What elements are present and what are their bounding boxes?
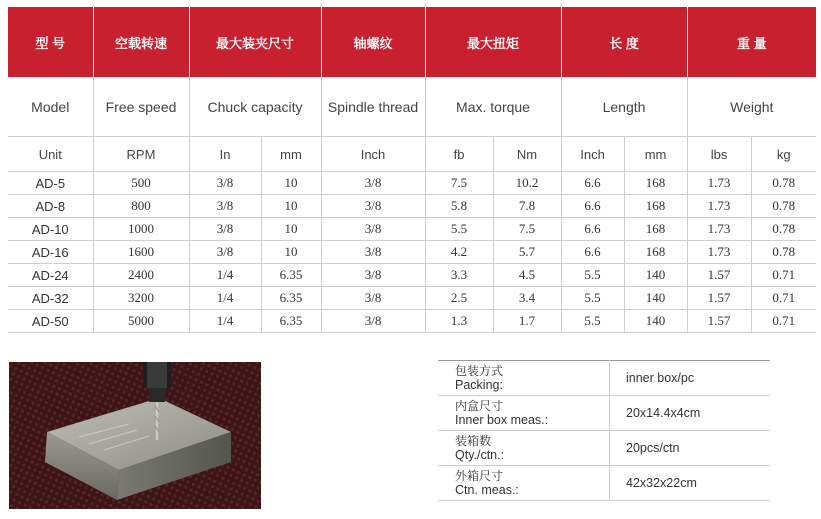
header-cn-model: 型 号 — [8, 7, 93, 77]
header-en-weight: Weight — [687, 77, 816, 137]
spec-cell: 1.57 — [687, 287, 751, 310]
packing-row — [438, 396, 770, 431]
table-row — [8, 195, 816, 218]
header-en-chuck: Chuck capacity — [189, 77, 321, 137]
model-cell: AD-24 — [8, 264, 93, 287]
spec-cell: 3.4 — [493, 287, 561, 310]
spec-cell: 5000 — [93, 310, 189, 333]
spec-cell: 3/8 — [321, 310, 425, 333]
table-row — [8, 264, 816, 287]
spec-cell: 3/8 — [321, 195, 425, 218]
spec-cell: 5.5 — [561, 310, 624, 333]
model-cell: AD-50 — [8, 310, 93, 333]
spec-cell: 0.78 — [751, 241, 816, 264]
spec-cell: 168 — [624, 218, 687, 241]
spec-cell: 1.7 — [493, 310, 561, 333]
spec-cell: 10 — [261, 218, 321, 241]
spec-table — [8, 7, 816, 333]
spec-cell: 7.8 — [493, 195, 561, 218]
packing-label-en: Packing: — [455, 378, 503, 392]
spec-cell: 4.5 — [493, 264, 561, 287]
spec-cell: 6.6 — [561, 195, 624, 218]
spec-cell: 3/8 — [321, 241, 425, 264]
packing-row — [438, 466, 770, 501]
spec-cell: 10 — [261, 172, 321, 195]
packing-value: 42x32x22cm — [610, 466, 771, 501]
unit-cell: Inch — [321, 137, 425, 172]
header-cn-chuck: 最大装夹尺寸 — [189, 7, 321, 77]
header-row-en — [8, 77, 816, 137]
spec-cell: 1.73 — [687, 172, 751, 195]
packing-label-cn: 包装方式 — [455, 364, 504, 378]
spec-cell: 1.57 — [687, 310, 751, 333]
spec-cell: 5.5 — [561, 264, 624, 287]
packing-value: 20pcs/ctn — [610, 431, 771, 466]
spec-cell: 3/8 — [189, 195, 261, 218]
spec-cell: 4.2 — [425, 241, 493, 264]
packing-label — [438, 361, 610, 396]
unit-cell: RPM — [93, 137, 189, 172]
spec-cell: 0.78 — [751, 218, 816, 241]
spec-cell: 3/8 — [321, 172, 425, 195]
spec-cell: 0.78 — [751, 195, 816, 218]
spec-cell: 1/4 — [189, 287, 261, 310]
spec-cell: 10 — [261, 195, 321, 218]
spec-cell: 1600 — [93, 241, 189, 264]
spec-cell: 6.35 — [261, 310, 321, 333]
packing-row — [438, 361, 770, 396]
table-row — [8, 310, 816, 333]
spec-cell: 168 — [624, 172, 687, 195]
spec-cell: 140 — [624, 264, 687, 287]
header-en-length: Length — [561, 77, 687, 137]
spec-cell: 0.71 — [751, 287, 816, 310]
table-row — [8, 218, 816, 241]
unit-cell: Inch — [561, 137, 624, 172]
packing-label — [438, 466, 610, 501]
spec-cell: 1/4 — [189, 264, 261, 287]
spec-cell: 1.73 — [687, 218, 751, 241]
spec-cell: 3200 — [93, 287, 189, 310]
spec-cell: 0.78 — [751, 172, 816, 195]
packing-label-cn: 装箱数 — [455, 434, 492, 448]
spec-cell: 10 — [261, 241, 321, 264]
header-cn-weight: 重 量 — [687, 7, 816, 77]
header-cn-thread: 轴螺纹 — [321, 7, 425, 77]
packing-table — [438, 360, 770, 501]
header-en-thread: Spindle thread — [321, 77, 425, 137]
spec-cell: 2.5 — [425, 287, 493, 310]
packing-label-en: Qty./ctn.: — [455, 448, 505, 462]
header-cn-speed: 空载转速 — [93, 7, 189, 77]
model-cell: AD-10 — [8, 218, 93, 241]
packing-label — [438, 431, 610, 466]
model-cell: AD-8 — [8, 195, 93, 218]
unit-cell: mm — [624, 137, 687, 172]
packing-label-cn: 内盒尺寸 — [455, 399, 504, 413]
spec-cell: 10.2 — [493, 172, 561, 195]
packing-label-en: Inner box meas.: — [455, 413, 549, 427]
packing-row — [438, 431, 770, 466]
unit-cell: In — [189, 137, 261, 172]
table-row — [8, 241, 816, 264]
spec-cell: 3/8 — [189, 241, 261, 264]
spec-cell: 3/8 — [321, 218, 425, 241]
spec-cell: 6.6 — [561, 218, 624, 241]
spec-cell: 5.5 — [425, 218, 493, 241]
spec-cell: 3/8 — [189, 218, 261, 241]
unit-cell: kg — [751, 137, 816, 172]
unit-cell: Nm — [493, 137, 561, 172]
spec-cell: 1.3 — [425, 310, 493, 333]
packing-label-cn: 外箱尺寸 — [455, 469, 504, 483]
spec-cell: 1000 — [93, 218, 189, 241]
spec-cell: 0.71 — [751, 310, 816, 333]
packing-value: inner box/pc — [610, 361, 771, 396]
spec-cell: 168 — [624, 241, 687, 264]
unit-cell: mm — [261, 137, 321, 172]
spec-cell: 1.73 — [687, 195, 751, 218]
unit-cell: Unit — [8, 137, 93, 172]
unit-cell: lbs — [687, 137, 751, 172]
model-cell: AD-5 — [8, 172, 93, 195]
spec-cell: 3.3 — [425, 264, 493, 287]
product-photo — [9, 362, 261, 509]
spec-cell: 6.6 — [561, 172, 624, 195]
unit-cell: fb — [425, 137, 493, 172]
spec-cell: 0.71 — [751, 264, 816, 287]
header-en-torque: Max. torque — [425, 77, 561, 137]
unit-row — [8, 137, 816, 172]
spec-cell: 1.57 — [687, 264, 751, 287]
spec-cell: 1/4 — [189, 310, 261, 333]
packing-value: 20x14.4x4cm — [610, 396, 771, 431]
spec-cell: 500 — [93, 172, 189, 195]
spec-cell: 140 — [624, 287, 687, 310]
packing-label-en: Ctn. meas.: — [455, 483, 519, 497]
spec-cell: 3/8 — [321, 264, 425, 287]
table-row — [8, 172, 816, 195]
spec-cell: 6.6 — [561, 241, 624, 264]
spec-cell: 140 — [624, 310, 687, 333]
spec-cell: 1.73 — [687, 241, 751, 264]
spec-cell: 6.35 — [261, 287, 321, 310]
model-cell: AD-32 — [8, 287, 93, 310]
packing-body — [438, 361, 770, 501]
spec-cell: 5.7 — [493, 241, 561, 264]
spec-cell: 7.5 — [493, 218, 561, 241]
spec-cell: 2400 — [93, 264, 189, 287]
spec-cell: 168 — [624, 195, 687, 218]
packing-label — [438, 396, 610, 431]
spec-cell: 7.5 — [425, 172, 493, 195]
header-en-model: Model — [8, 77, 93, 137]
spec-cell: 5.8 — [425, 195, 493, 218]
spec-cell: 800 — [93, 195, 189, 218]
table-row — [8, 287, 816, 310]
header-cn-torque: 最大扭矩 — [425, 7, 561, 77]
spec-cell: 6.35 — [261, 264, 321, 287]
spec-cell: 5.5 — [561, 287, 624, 310]
header-en-speed: Free speed — [93, 77, 189, 137]
header-cn-length: 长 度 — [561, 7, 687, 77]
header-row-cn — [8, 7, 816, 77]
spec-body — [8, 172, 816, 333]
model-cell: AD-16 — [8, 241, 93, 264]
spec-cell: 3/8 — [321, 287, 425, 310]
spec-cell: 3/8 — [189, 172, 261, 195]
